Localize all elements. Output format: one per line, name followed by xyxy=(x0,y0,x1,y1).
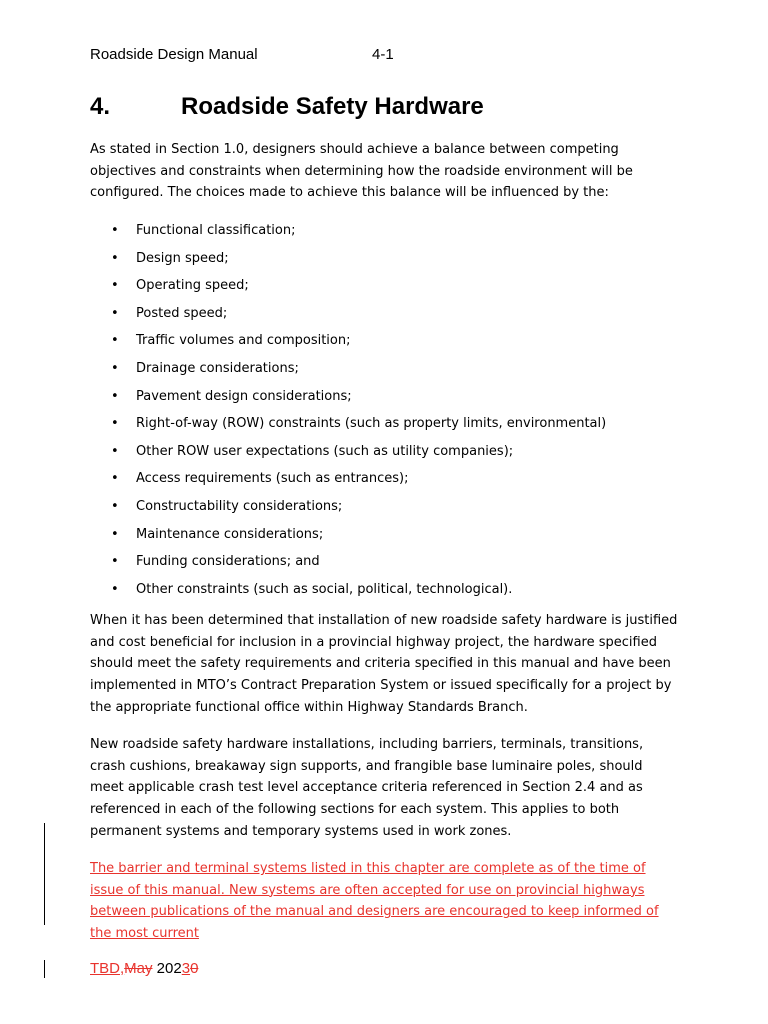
bullet-marker: • xyxy=(111,526,119,542)
list-item-text: Right-of-way (ROW) constraints (such as property limits, environmental) xyxy=(136,416,607,432)
list-item xyxy=(90,579,606,607)
bullet-marker: • xyxy=(111,581,119,597)
footer-year-deleted: 0 xyxy=(190,960,199,977)
section-number: 4. xyxy=(90,93,111,120)
intro-paragraph: As stated in Section 1.0, designers should achieve a balance between competing objectives and constraints when determining how the roadside environment will be configured. The choices made to achieve this balance will be influenced by the: xyxy=(90,142,633,201)
list-item xyxy=(90,248,606,276)
revision-change-bar xyxy=(44,823,45,925)
influence-list xyxy=(90,220,606,606)
header-title: Roadside Design Manual xyxy=(90,46,258,63)
hardware-justification-paragraph: When it has been determined that installation of new roadside safety hardware is justified and cost beneficial for inclusion in a provincial highway project, the hardware specified should meet the safety requirements and criteria specified in this manual and have been implemented in MTO’s Contract Preparation System or issued specifically for a project by the appropriate functional office within Highway Standards Branch. xyxy=(90,613,678,715)
bullet-marker: • xyxy=(111,305,119,321)
bullet-marker: • xyxy=(111,223,119,238)
list-item-text: Other ROW user expectations (such as utility companies); xyxy=(136,443,514,459)
list-item-text: Funding considerations; and xyxy=(136,554,320,570)
footer-deleted-month: May xyxy=(124,960,153,977)
list-item-text: Operating speed; xyxy=(136,278,249,294)
footer-inserted-text: TBD, xyxy=(90,960,125,977)
list-item-text: Other constraints (such as social, political, technological). xyxy=(136,581,513,597)
list-item xyxy=(90,275,606,303)
page-footer xyxy=(90,960,198,977)
list-item-text: Design speed; xyxy=(136,250,229,266)
list-item-text: Posted speed; xyxy=(136,305,228,321)
bullet-marker: • xyxy=(111,250,119,266)
list-item xyxy=(90,330,606,358)
footer-year: 202 xyxy=(152,960,182,977)
list-item xyxy=(90,386,606,414)
header-page-number: 4-1 xyxy=(372,46,394,63)
bullet-marker: • xyxy=(111,498,119,514)
list-item xyxy=(90,524,606,552)
list-item xyxy=(90,551,606,579)
bullet-marker: • xyxy=(111,443,119,459)
list-item xyxy=(90,220,606,248)
list-item xyxy=(90,303,606,331)
list-item-text: Maintenance considerations; xyxy=(136,526,324,542)
bullet-marker: • xyxy=(111,471,119,487)
footer-change-bar xyxy=(44,960,45,978)
list-item xyxy=(90,358,606,386)
list-item xyxy=(90,468,606,496)
list-item xyxy=(90,496,606,524)
section-heading xyxy=(90,93,484,121)
list-item-text: Functional classification; xyxy=(136,223,296,238)
list-item-text: Pavement design considerations; xyxy=(136,388,352,404)
bullet-marker: • xyxy=(111,416,119,432)
bullet-marker: • xyxy=(111,388,119,404)
page-header xyxy=(90,46,394,63)
bullet-marker: • xyxy=(111,333,119,349)
footer-year-inserted: 3 xyxy=(181,960,191,977)
bullet-marker: • xyxy=(111,278,119,294)
revision-paragraph: The barrier and terminal systems listed in this chapter are complete as of the time of issue of this manual. New systems are often accepted for use on provincial highways between publications of the manual and designers are encouraged to keep informed of the most current xyxy=(90,861,659,942)
list-item-text: Drainage considerations; xyxy=(136,360,299,376)
section-title: Roadside Safety Hardware xyxy=(181,93,484,120)
list-item xyxy=(90,441,606,469)
list-item xyxy=(90,413,606,441)
list-item-text: Constructability considerations; xyxy=(136,498,343,514)
bullet-marker: • xyxy=(111,360,119,376)
bullet-marker: • xyxy=(111,554,119,570)
list-item-text: Traffic volumes and composition; xyxy=(136,333,351,349)
list-item-text: Access requirements (such as entrances); xyxy=(136,471,409,487)
crash-test-paragraph: New roadside safety hardware installations, including barriers, terminals, transitions, crash cushions, breakaway sign supports, and frangible base luminaire poles, should meet applicable crash test level acceptance criteria referenced in Section 2.4 and as referenced in each of the following sections for each system. This applies to both permanent systems and temporary systems used in work zones. xyxy=(90,737,644,839)
